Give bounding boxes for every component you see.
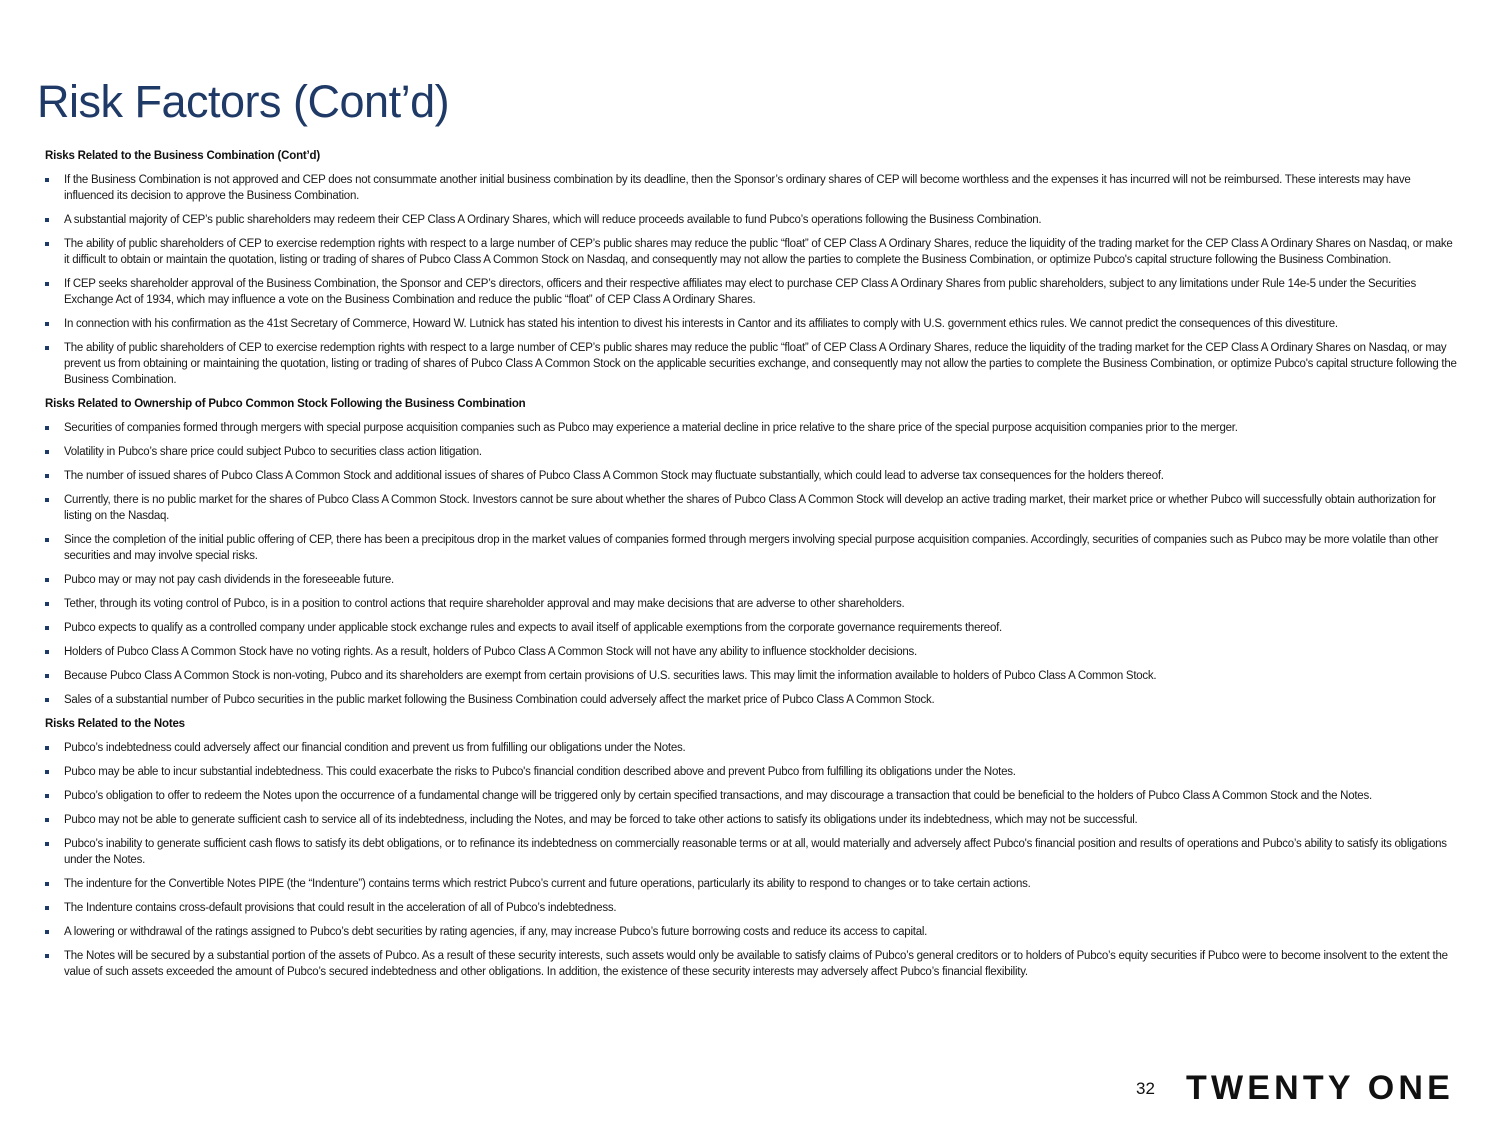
page-title: Risk Factors (Cont’d) — [37, 76, 450, 127]
bullet-item — [45, 172, 1457, 204]
bullet-text: The indenture for the Convertible Notes PIPE (the “Indenture”) contains terms which restrict Pubco’s current and future operations, particularly its ability to respond to changes or to take certain actions. — [64, 878, 1031, 890]
square-bullet-icon — [45, 474, 49, 478]
square-bullet-icon — [45, 178, 49, 182]
bullet-item — [45, 572, 1457, 588]
bullet-item — [45, 340, 1457, 388]
square-bullet-icon — [45, 954, 49, 958]
bullet-text: Pubco may be able to incur substantial indebtedness. This could exacerbate the risks to Pubco's financial condition described above and prevent Pubco from fulfilling its obligations under the Notes. — [64, 766, 1016, 778]
square-bullet-icon — [45, 218, 49, 222]
section-heading: Risks Related to Ownership of Pubco Common Stock Following the Business Combination — [45, 398, 526, 410]
twenty-one-logo: TWENTY ONE — [1186, 1069, 1455, 1107]
bullet-text: In connection with his confirmation as the 41st Secretary of Commerce, Howard W. Lutnick has stated his intention to divest his interests in Cantor and its affiliates to comply with U.S. government ethics rules. We cannot predict the consequences of this divestiture. — [64, 318, 1338, 330]
bullet-text: The number of issued shares of Pubco Class A Common Stock and additional issues of shares of Pubco Class A Common Stock may fluctuate substantially, which could lead to adverse tax consequences for the holders thereof. — [64, 470, 1164, 482]
bullet-item — [45, 532, 1457, 564]
bullet-item — [45, 596, 1457, 612]
square-bullet-icon — [45, 842, 49, 846]
square-bullet-icon — [45, 282, 49, 286]
bullet-text: Because Pubco Class A Common Stock is non-voting, Pubco and its shareholders are exempt from certain provisions of U.S. securities laws. This may limit the information available to holders of Pubco Class A Common Stock. — [64, 670, 1157, 682]
page-number: 32 — [1136, 1079, 1155, 1098]
square-bullet-icon — [45, 426, 49, 430]
bullet-item — [45, 924, 1457, 940]
square-bullet-icon — [45, 650, 49, 654]
bullet-item — [45, 644, 1457, 660]
square-bullet-icon — [45, 450, 49, 454]
bullet-item — [45, 788, 1457, 804]
bullet-text: Since the completion of the initial public offering of CEP, there has been a precipitous drop in the market values of companies formed through mergers involving special purpose acquisition companies. Accordingly, securities of companies such as Pubco may be more volatile than other securities and may involve special risks. — [64, 534, 1439, 562]
bullet-text: Securities of companies formed through mergers with special purpose acquisition companies such as Pubco may experience a material decline in price relative to the share price of the special purpose acquisition companies prior to the merger. — [64, 422, 1238, 434]
square-bullet-icon — [45, 698, 49, 702]
bullet-item — [45, 620, 1457, 636]
bullet-text: Pubco’s obligation to offer to redeem the Notes upon the occurrence of a fundamental change will be triggered only by certain specified transactions, and may discourage a transaction that could be beneficial to the holders of Pubco Class A Common Stock and the Notes. — [64, 790, 1372, 802]
bullet-item — [45, 948, 1457, 980]
bullet-item — [45, 420, 1457, 436]
bullet-item — [45, 812, 1457, 828]
section-heading: Risks Related to the Notes — [45, 718, 185, 730]
bullet-item — [45, 836, 1457, 868]
square-bullet-icon — [45, 882, 49, 886]
bullet-text: A lowering or withdrawal of the ratings assigned to Pubco’s debt securities by rating agencies, if any, may increase Pubco’s future borrowing costs and reduce its access to capital. — [64, 926, 928, 938]
bullet-text: Pubco’s indebtedness could adversely affect our financial condition and prevent us from fulfilling our obligations under the Notes. — [64, 742, 686, 754]
bullet-text: The ability of public shareholders of CEP to exercise redemption rights with respect to a large number of CEP’s public shares may reduce the public “float” of CEP Class A Ordinary Shares, reduce the liquidity of the trading market for the CEP Class A Ordinary Shares on Nasdaq, or make it difficult to obtain or maintain the quotation, listing or trading of shares of Pubco Class A Common Stock on Nasdaq, and consequently may not allow the parties to complete the Business Combination, or optimize Pubco's capital structure following the Business Combination. — [64, 238, 1453, 266]
square-bullet-icon — [45, 322, 49, 326]
bullet-text: The Indenture contains cross-default provisions that could result in the acceleration of all of Pubco’s indebtedness. — [64, 902, 617, 914]
bullet-item — [45, 316, 1457, 332]
bullet-text: Sales of a substantial number of Pubco securities in the public market following the Business Combination could adversely affect the market price of Pubco Class A Common Stock. — [64, 694, 935, 706]
square-bullet-icon — [45, 930, 49, 934]
square-bullet-icon — [45, 674, 49, 678]
bullet-item — [45, 276, 1457, 308]
bullet-text: Volatility in Pubco’s share price could subject Pubco to securities class action litigation. — [64, 446, 482, 458]
bullet-text: Currently, there is no public market for the shares of Pubco Class A Common Stock. Investors cannot be sure about whether the shares of Pubco Class A Common Stock will develop an active trading market, their market price or whether Pubco will successfully obtain authorization for listing on the Nasdaq. — [64, 494, 1436, 522]
bullet-item — [45, 468, 1457, 484]
bullet-text: Pubco’s inability to generate sufficient cash flows to satisfy its debt obligations, or to refinance its indebtedness on commercially reasonable terms or at all, would materially and adversely affect Pubco's financial position and results of operations and Pubco’s ability to satisfy its obligations under the Notes. — [64, 838, 1447, 866]
bullet-item — [45, 692, 1457, 708]
bullet-item — [45, 668, 1457, 684]
bullet-text: Pubco expects to qualify as a controlled company under applicable stock exchange rules and expects to avail itself of applicable exemptions from the corporate governance requirements thereof. — [64, 622, 1002, 634]
square-bullet-icon — [45, 906, 49, 910]
bullet-item — [45, 740, 1457, 756]
square-bullet-icon — [45, 794, 49, 798]
square-bullet-icon — [45, 538, 49, 542]
bullet-text: A substantial majority of CEP’s public shareholders may redeem their CEP Class A Ordinary Shares, which will reduce proceeds available to fund Pubco’s operations following the Business Combination. — [64, 214, 1042, 226]
square-bullet-icon — [45, 242, 49, 246]
bullet-item — [45, 764, 1457, 780]
bullet-item — [45, 444, 1457, 460]
bullet-text: If the Business Combination is not approved and CEP does not consummate another initial business combination by its deadline, then the Sponsor’s ordinary shares of CEP will become worthless and the expenses it has incurred will not be reimbursed. These interests may have influenced its decision to approve the Business Combination. — [64, 174, 1411, 202]
square-bullet-icon — [45, 626, 49, 630]
bullet-list — [45, 740, 1457, 980]
bullet-text: The Notes will be secured by a substantial portion of the assets of Pubco. As a result of these security interests, such assets would only be available to satisfy claims of Pubco’s general creditors or to holders of Pubco’s equity securities if Pubco were to become insolvent to the extent the value of such assets exceeded the amount of Pubco’s secured indebtedness and other obligations. In addition, the existence of these security interests may adversely affect Pubco’s financial flexibility. — [64, 950, 1448, 978]
bullet-item — [45, 492, 1457, 524]
square-bullet-icon — [45, 498, 49, 502]
bullet-text: Tether, through its voting control of Pubco, is in a position to control actions that require shareholder approval and may make decisions that are adverse to other shareholders. — [64, 598, 905, 610]
bullet-text: Pubco may or may not pay cash dividends in the foreseeable future. — [64, 574, 394, 586]
bullet-text: Pubco may not be able to generate sufficient cash to service all of its indebtedness, including the Notes, and may be forced to take other actions to satisfy its obligations under its indebtedness, which may not be successful. — [64, 814, 1138, 826]
bullet-item — [45, 876, 1457, 892]
square-bullet-icon — [45, 602, 49, 606]
square-bullet-icon — [45, 770, 49, 774]
section-heading: Risks Related to the Business Combination (Cont’d) — [45, 150, 320, 162]
bullet-item — [45, 900, 1457, 916]
bullet-text: The ability of public shareholders of CEP to exercise redemption rights with respect to a large number of CEP’s public shares may reduce the public “float” of CEP Class A Ordinary Shares, reduce the liquidity of the trading market for the CEP Class A Ordinary Shares on Nasdaq, or may prevent us from obtaining or maintaining the quotation, listing or trading of shares of Pubco Class A Common Stock on the applicable securities exchange, and consequently may not allow the parties to complete the Business Combination, or optimize Pubco's capital structure following the Business Combination. — [64, 342, 1457, 386]
square-bullet-icon — [45, 578, 49, 582]
square-bullet-icon — [45, 746, 49, 750]
bullet-item — [45, 236, 1457, 268]
bullet-text: If CEP seeks shareholder approval of the Business Combination, the Sponsor and CEP’s directors, officers and their respective affiliates may elect to purchase CEP Class A Ordinary Shares from public shareholders, subject to any limitations under Rule 14e-5 under the Securities Exchange Act of 1934, which may influence a vote on the Business Combination and reduce the public “float” of CEP Class A Ordinary Shares. — [64, 278, 1416, 306]
square-bullet-icon — [45, 818, 49, 822]
bullet-text: Holders of Pubco Class A Common Stock have no voting rights. As a result, holders of Pubco Class A Common Stock will not have any ability to influence stockholder decisions. — [64, 646, 917, 658]
risk-factors-content — [45, 148, 1457, 988]
square-bullet-icon — [45, 346, 49, 350]
bullet-item — [45, 212, 1457, 228]
bullet-list — [45, 172, 1457, 388]
bullet-list — [45, 420, 1457, 708]
